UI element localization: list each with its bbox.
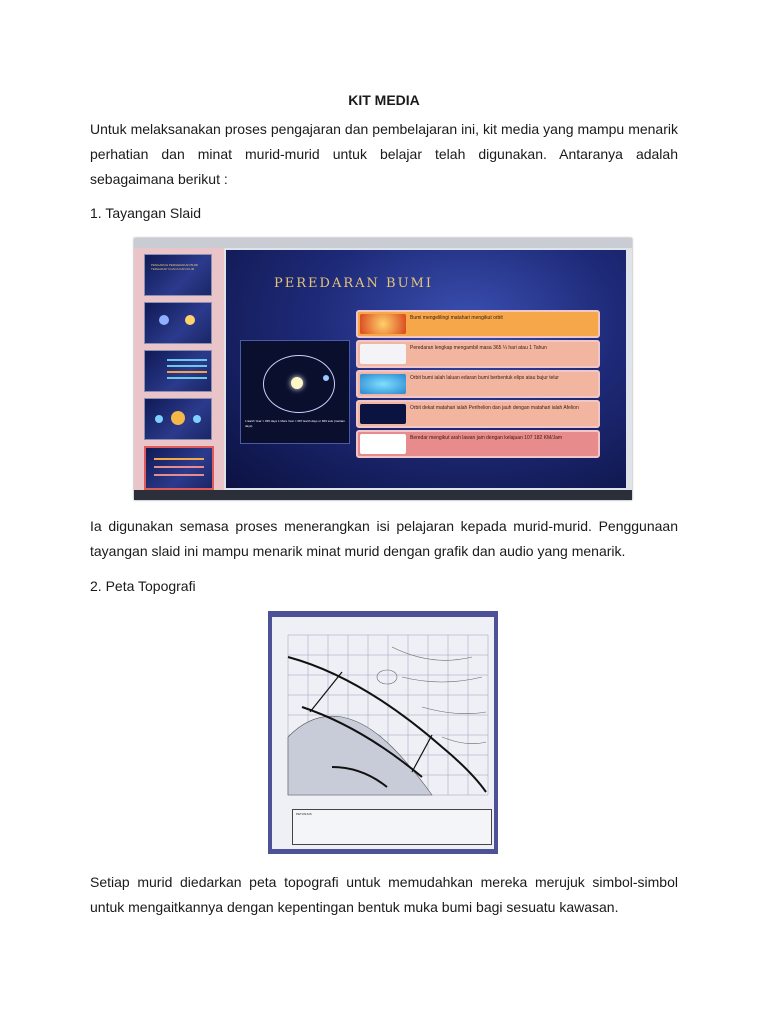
orbit-caption: 1 Earth Year = 365 days 1 Mars Year = 687 Earth days or 669 sols (martian days) (245, 419, 345, 428)
info-row (356, 370, 600, 398)
info-text: Orbit dekat matahari ialah Perihelion dan jauh dengan matahari ialah Afelion (410, 405, 579, 411)
info-row (356, 430, 600, 458)
slide-thumbnail-selected (144, 446, 214, 490)
sun-icon (291, 377, 303, 389)
earth-orbit-diagram (240, 340, 350, 444)
powerpoint-ribbon (134, 238, 632, 248)
slide-presentation-photo (134, 238, 632, 500)
globe-sketch-icon (360, 344, 406, 364)
info-text: Bumi mengelilingi matahari mengikut orbit (410, 315, 503, 321)
info-text: Peredaran lengkap mengambil masa 365 ¼ hari atau 1 Tahun (410, 345, 547, 351)
starfield-icon (360, 404, 406, 424)
slide-thumbnail (144, 254, 212, 296)
page-title: KIT MEDIA (348, 92, 420, 108)
slide-thumbnail (144, 350, 212, 392)
section-heading-slides: 1. Tayangan Slaid (90, 205, 202, 221)
current-slide (226, 250, 626, 488)
slide-thumbnail-panel (134, 248, 224, 490)
info-text: Orbit bumi ialah laluan edaran bumi berbentuk elips atau bujur telur (410, 375, 559, 381)
clock-icon (360, 434, 406, 454)
slides-description: Ia digunakan semasa proses menerangkan isi pelajaran kepada murid-murid. Penggunaan tayangan slaid ini mampu menarik minat murid dengan grafik dan audio yang menarik. (90, 518, 678, 559)
slide-thumbnail (144, 398, 212, 440)
info-row (356, 400, 600, 428)
earth-icon (323, 375, 329, 381)
legend-title: PETUNJUK (296, 812, 312, 816)
slide-title: PEREDARAN BUMI (274, 276, 433, 291)
ellipse-icon (360, 374, 406, 394)
sun-image-icon (360, 314, 406, 334)
info-row (356, 340, 600, 368)
powerpoint-status-bar (134, 490, 632, 500)
info-row (356, 310, 600, 338)
map-sheet (272, 617, 494, 849)
topographic-map-photo (268, 611, 498, 854)
section-heading-map: 2. Peta Topografi (90, 578, 196, 594)
map-legend (292, 809, 492, 845)
intro-paragraph: Untuk melaksanakan proses pengajaran dan pembelajaran ini, kit media yang mampu menarik perhatian dan minat murid-murid untuk belajar telah digunakan. Antaranya adalah sebagaimana berikut : (90, 121, 678, 187)
slide-thumbnail (144, 302, 212, 344)
thumbnail-text: PENGARUH PERGERAKAN BUMI TERHADAP CUACA DAN IKLIM (151, 263, 199, 271)
info-text: Beredar mengikut arah lawan jam dengan kelajuan 107 182 KM/Jam (410, 435, 563, 441)
map-description: Setiap murid diedarkan peta topografi untuk memudahkan mereka merujuk simbol-simbol untuk mengaitkannya dengan kepentingan bentuk muka bumi bagi sesuatu kawasan. (90, 874, 678, 915)
